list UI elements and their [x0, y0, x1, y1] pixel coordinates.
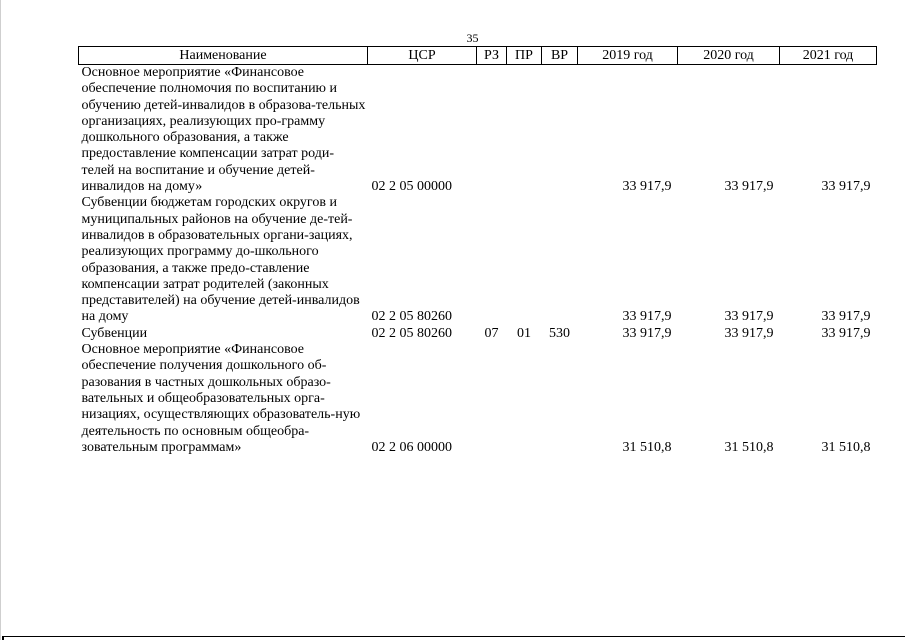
- row-rz: 07: [484, 325, 499, 341]
- header-rz: РЗ: [477, 47, 507, 65]
- row-pr: [507, 195, 542, 325]
- header-2019: 2019 год: [578, 47, 678, 65]
- row-name: Субвенции бюджетам городских округов и муниципальных районов на обучение де-тей-инвалидов в образовательных органи-зациях, реализующих программу до-школьного образования, а также предо-ставление компенсации затрат родителей (законных представителей) на обучение детей-инвалидов на дому: [81, 195, 360, 325]
- row-csr: 02 2 05 00000: [371, 179, 452, 195]
- row-pr: [507, 342, 542, 456]
- row-vr: [542, 195, 578, 325]
- row-2020: 33 917,9: [724, 179, 774, 195]
- row-name: Основное мероприятие «Финансовое обеспечение получения дошкольного об-разования в частных дошкольных образо-вательных и общеобразовательных орга-низациях, осуществляющих образователь-ную деятельность по основным общеобра-зовательным программам»: [81, 342, 361, 455]
- row-csr: 02 2 06 00000: [371, 439, 452, 455]
- scan-bottom-edge: [2, 636, 905, 640]
- row-2019: 31 510,8: [622, 439, 672, 455]
- row-pr: 01: [517, 325, 531, 341]
- row-2019: 33 917,9: [622, 309, 672, 325]
- budget-table: [78, 46, 877, 456]
- row-2021: 33 917,9: [821, 325, 871, 341]
- row-2020: 33 917,9: [724, 325, 774, 341]
- page-number: 35: [466, 31, 479, 45]
- scan-edge: [0, 0, 1, 640]
- row-rz: [477, 65, 507, 196]
- row-vr: [542, 342, 578, 456]
- header-name: Наименование: [79, 47, 368, 65]
- row-2021: 31 510,8: [821, 439, 871, 455]
- row-2020: 31 510,8: [724, 439, 774, 455]
- row-rz: [477, 195, 507, 325]
- header-pr: ПР: [507, 47, 542, 65]
- row-name: Основное мероприятие «Финансовое обеспечение полномочия по воспитанию и обучению детей-инвалидов в образова-тельных организациях, реализующих про-грамму дошкольного образования, а также предоставление компенсации затрат роди-телей на воспитание и обучение детей-инвалидов на дому»: [81, 65, 366, 195]
- header-vr: ВР: [542, 47, 578, 65]
- header-2021: 2021 год: [780, 47, 877, 65]
- row-pr: [507, 65, 542, 196]
- table-row: [79, 195, 877, 325]
- row-vr: [542, 65, 578, 196]
- row-name: Субвенции: [81, 325, 148, 341]
- table-row: [79, 342, 877, 456]
- row-2021: 33 917,9: [821, 309, 871, 325]
- row-rz: [477, 342, 507, 456]
- row-2021: 33 917,9: [821, 179, 871, 195]
- header-2020: 2020 год: [678, 47, 780, 65]
- row-2019: 33 917,9: [622, 325, 672, 341]
- row-vr: 530: [549, 325, 570, 341]
- row-2020: 33 917,9: [724, 309, 774, 325]
- header-csr: ЦСР: [368, 47, 477, 65]
- row-csr: 02 2 05 80260: [371, 309, 452, 325]
- table-row: [79, 65, 877, 196]
- table-header-row: [79, 47, 877, 65]
- table-row: [79, 326, 877, 342]
- row-csr: 02 2 05 80260: [371, 325, 452, 341]
- row-2019: 33 917,9: [622, 179, 672, 195]
